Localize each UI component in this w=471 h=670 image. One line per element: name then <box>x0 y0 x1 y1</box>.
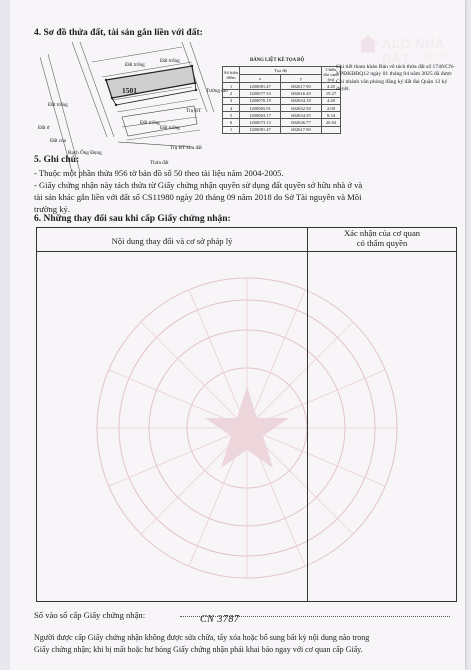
map-label: Thửa đất <box>150 160 169 166</box>
section4-title: 4. Sơ đồ thửa đất, tài sản gắn liền với đất: <box>34 28 203 38</box>
cell: 602616.20 <box>281 90 322 97</box>
cell: 602617.90 <box>281 83 322 90</box>
column-header-confirm <box>308 229 456 248</box>
column-header-content: Nội dung thay đổi và cơ sở pháp lý <box>111 236 233 246</box>
certificate-page <box>10 0 465 670</box>
map-label: Đất ở <box>38 125 50 131</box>
map-label: Đất trống <box>160 58 180 64</box>
cell: 1200065.91 <box>240 104 281 111</box>
map-label: Đất trống <box>160 125 180 131</box>
note-line: - Giấy chứng nhận này tách thửa từ Giấy chứng nhận quyền sử dụng đất quyền sở hữu nhà ở và <box>34 180 363 190</box>
side-note: Chi tiết tham khảo Bản vẽ tách thửa đất số 1746/CN-VPĐKĐĐQ12 ngày 01 tháng 04 năm 2025 đã được Chi nhánh văn phòng đăng ký đất đai Quận 12 ký duyệt. <box>336 64 455 93</box>
footer-note-line: Người được cấp Giấy chứng nhận không được sửa chữa, tẩy xóa hoặc bổ sung bất kỳ nội dung nào trong <box>34 633 370 642</box>
watermark-logo-icon <box>355 32 381 56</box>
section5-title: 5. Ghi chú: <box>34 155 80 165</box>
column-header-line: Xác nhận của cơ quan <box>343 228 421 238</box>
map-label: Trụ BT khu đất <box>170 145 202 151</box>
map-label: Trụ BT <box>186 108 202 114</box>
column-header-line: có thẩm quyền <box>356 237 408 248</box>
cell: 4.40 <box>322 97 341 104</box>
map-label: Đất trống <box>125 62 145 68</box>
cell: 4 <box>223 104 240 111</box>
cell: 5 <box>223 112 240 119</box>
cell: 1200073.13 <box>240 119 281 126</box>
cell: 1200070.19 <box>240 97 281 104</box>
cell: 6 <box>223 119 240 126</box>
section6-title: 6. Những thay đổi sau khi cấp Giấy chứng nhận: <box>34 214 231 224</box>
map-label: Đất trống <box>48 102 68 108</box>
cell: 602617.90 <box>281 126 322 133</box>
cell: 602636.77 <box>281 119 322 126</box>
cell: 4.45 <box>322 83 341 90</box>
table-row <box>223 119 341 126</box>
cell: 1 <box>223 126 240 133</box>
table-row <box>223 126 341 133</box>
map-label: Rạch Ông Đụng <box>68 150 102 156</box>
coords-head-x: x <box>240 75 281 83</box>
parcel-number: 1501 <box>122 86 137 95</box>
register-label: Số vào sổ cấp Giấy chứng nhận: <box>34 610 146 620</box>
parcel-1501-shape <box>106 66 195 98</box>
coords-head-y: y <box>281 75 322 83</box>
cell: 19.27 <box>322 90 341 97</box>
coords-title: BẢNG LIỆT KÊ TỌA ĐỘ <box>250 58 305 63</box>
cell: 1200081.47 <box>240 126 281 133</box>
register-number: CN 3787 <box>200 614 240 625</box>
cell: 20.63 <box>322 119 341 126</box>
footer-note-line: Giấy chứng nhận; khi bị mất hoặc hư hỏng Giấy chứng nhận phải khai báo ngay với cơ quan cấp Giấy. <box>34 645 363 654</box>
coords-head-coord: Tọa độ <box>240 67 322 75</box>
coords-head-len: Chiều dài cạnh (m) <box>323 67 339 82</box>
cell: 602634.35 <box>281 112 322 119</box>
cell: 1200081.47 <box>240 83 281 90</box>
map-label: Đất trống <box>140 120 160 126</box>
table-row <box>223 90 341 97</box>
cell: 2.00 <box>322 104 341 111</box>
cell <box>322 126 341 133</box>
cell: 1200063.17 <box>240 112 281 119</box>
table-row <box>223 112 341 119</box>
cell: 602634.18 <box>281 97 322 104</box>
coords-table <box>222 66 341 134</box>
changes-table <box>36 227 457 602</box>
cell: 602632.50 <box>281 104 322 111</box>
table-row <box>223 83 341 90</box>
watermark-domain: .com.vn <box>420 51 449 60</box>
cell: 1200077.33 <box>240 90 281 97</box>
coords-head-point: Số hiệu điểm <box>223 67 240 83</box>
table-row <box>223 104 341 111</box>
table-row <box>223 97 341 104</box>
note-line: - Thuộc một phần thửa 956 tờ bản đồ số 50 theo tài liệu năm 2004-2005. <box>34 168 284 178</box>
note-line: tài sản khác gắn liền với đất số CS11980 ngày 20 tháng 09 năm 2018 do Sở Tài nguyên và Môi <box>34 192 362 202</box>
note-line: trường ký. <box>34 204 70 214</box>
cell: 8.34 <box>322 112 341 119</box>
seal-watermark-icon <box>67 268 427 588</box>
cell: 1 <box>223 83 240 90</box>
cell: 2 <box>223 90 240 97</box>
map-label: Đất của <box>50 138 66 144</box>
map-label: Tường rào <box>206 88 228 94</box>
watermark-brand: ALO NHÀ ĐẤT <box>382 36 445 66</box>
cell: 3 <box>223 97 240 104</box>
